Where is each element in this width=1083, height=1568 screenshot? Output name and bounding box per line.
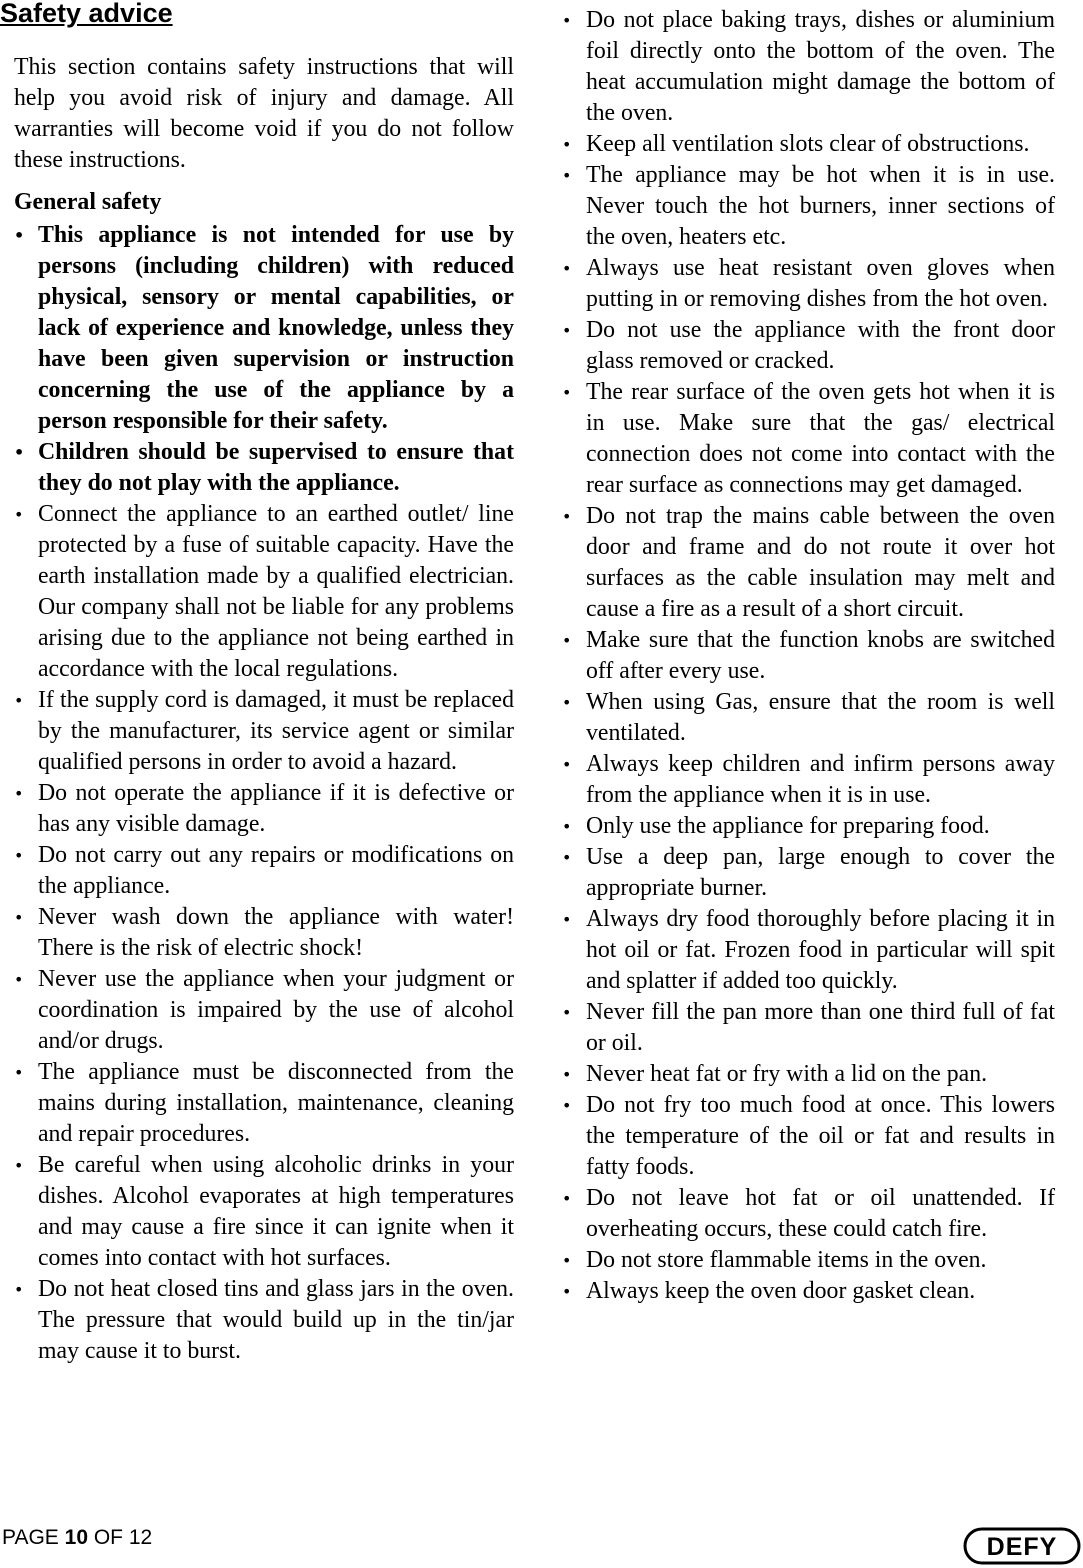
safety-bullet-item: • Always keep the oven door gasket clean. [562,1276,1055,1307]
footer-prefix: PAGE [2,1526,65,1549]
left-safety-list [14,220,514,1367]
safety-bullet-item: • Never fill the pan more than one third full of fat or oil. [562,997,1055,1059]
safety-bullet-item: • The appliance may be hot when it is in use. Never touch the hot burners, inner sections of the oven, heaters etc. [562,160,1055,253]
safety-bullet-item: • The rear surface of the oven gets hot when it is in use. Make sure that the gas/ electrical connection does not come into contact with the rear surface as connections may get damaged. [562,377,1055,501]
safety-bullet-item: • Do not place baking trays, dishes or aluminium foil directly onto the bottom of the oven. The heat accumulation might damage the bottom of the oven. [562,5,1055,129]
safety-bullet-item: • Children should be supervised to ensure that they do not play with the appliance. [14,437,514,499]
defy-logo [963,1527,1081,1565]
intro-paragraph: This section contains safety instructions that will help you avoid risk of injury and damage. All warranties will become void if you do not follow these instructions. [14,54,514,173]
safety-bullet-item: • Do not store flammable items in the oven. [562,1245,1055,1276]
safety-bullet-item: • Do not operate the appliance if it is defective or has any visible damage. [14,778,514,840]
safety-bullet-item: • Be careful when using alcoholic drinks in your dishes. Alcohol evaporates at high temperatures and may cause a fire since it can ignite when it comes into contact with hot surfaces. [14,1150,514,1274]
safety-bullet-item: • Make sure that the function knobs are switched off after every use. [562,625,1055,687]
safety-bullet-item: • Do not use the appliance with the front door glass removed or cracked. [562,315,1055,377]
page-title: Safety advice [0,0,173,28]
footer-page-number: 10 [64,1526,88,1549]
safety-bullet-item: • Do not carry out any repairs or modifications on the appliance. [14,840,514,902]
safety-bullet-item: • Always use heat resistant oven gloves when putting in or removing dishes from the hot oven. [562,253,1055,315]
safety-bullet-item: • Always dry food thoroughly before placing it in hot oil or fat. Frozen food in particular will spit and splatter if added too quickly. [562,904,1055,997]
general-safety-heading: General safety [14,189,162,215]
safety-bullet-item: • Do not fry too much food at once. This lowers the temperature of the oil or fat and results in fatty foods. [562,1090,1055,1183]
right-safety-list [562,5,1055,1307]
safety-bullet-item: • Keep all ventilation slots clear of obstructions. [562,129,1055,160]
safety-bullet-item: • Do not leave hot fat or oil unattended. If overheating occurs, these could catch fire. [562,1183,1055,1245]
safety-bullet-item: • When using Gas, ensure that the room is well ventilated. [562,687,1055,749]
footer-suffix: OF 12 [88,1526,153,1549]
safety-bullet-item: • This appliance is not intended for use by persons (including children) with reduced physical, sensory or mental capabilities, or lack of experience and knowledge, unless they have been given supervision or instruction concerning the use of the appliance by a person responsible for their safety. [14,220,514,437]
logo-text: DEFY [986,1533,1058,1561]
safety-bullet-item: • Do not trap the mains cable between the oven door and frame and do not route it over hot surfaces as the cable insulation may melt and cause a fire as a result of a short circuit. [562,501,1055,625]
safety-bullet-item: • If the supply cord is damaged, it must be replaced by the manufacturer, its service agent or similar qualified persons in order to avoid a hazard. [14,685,514,778]
safety-bullet-item: • The appliance must be disconnected from the mains during installation, maintenance, cleaning and repair procedures. [14,1057,514,1150]
right-column [562,5,1055,1307]
safety-bullet-item: • Never heat fat or fry with a lid on the pan. [562,1059,1055,1090]
page-footer [2,1526,152,1550]
safety-bullet-item: • Never wash down the appliance with water! There is the risk of electric shock! [14,902,514,964]
safety-bullet-item: • Only use the appliance for preparing food. [562,811,1055,842]
safety-bullet-item: • Use a deep pan, large enough to cover the appropriate burner. [562,842,1055,904]
left-column [14,52,514,1367]
safety-bullet-item: • Always keep children and infirm persons away from the appliance when it is in use. [562,749,1055,811]
safety-bullet-item: • Never use the appliance when your judgment or coordination is impaired by the use of alcohol and/or drugs. [14,964,514,1057]
safety-bullet-item: • Connect the appliance to an earthed outlet/ line protected by a fuse of suitable capacity. Have the earth installation made by a qualified electrician. Our company shall not be liable for any problems arising due to the appliance not being earthed in accordance with the local regulations. [14,499,514,685]
safety-bullet-item: • Do not heat closed tins and glass jars in the oven. The pressure that would build up in the tin/jar may cause it to burst. [14,1274,514,1367]
